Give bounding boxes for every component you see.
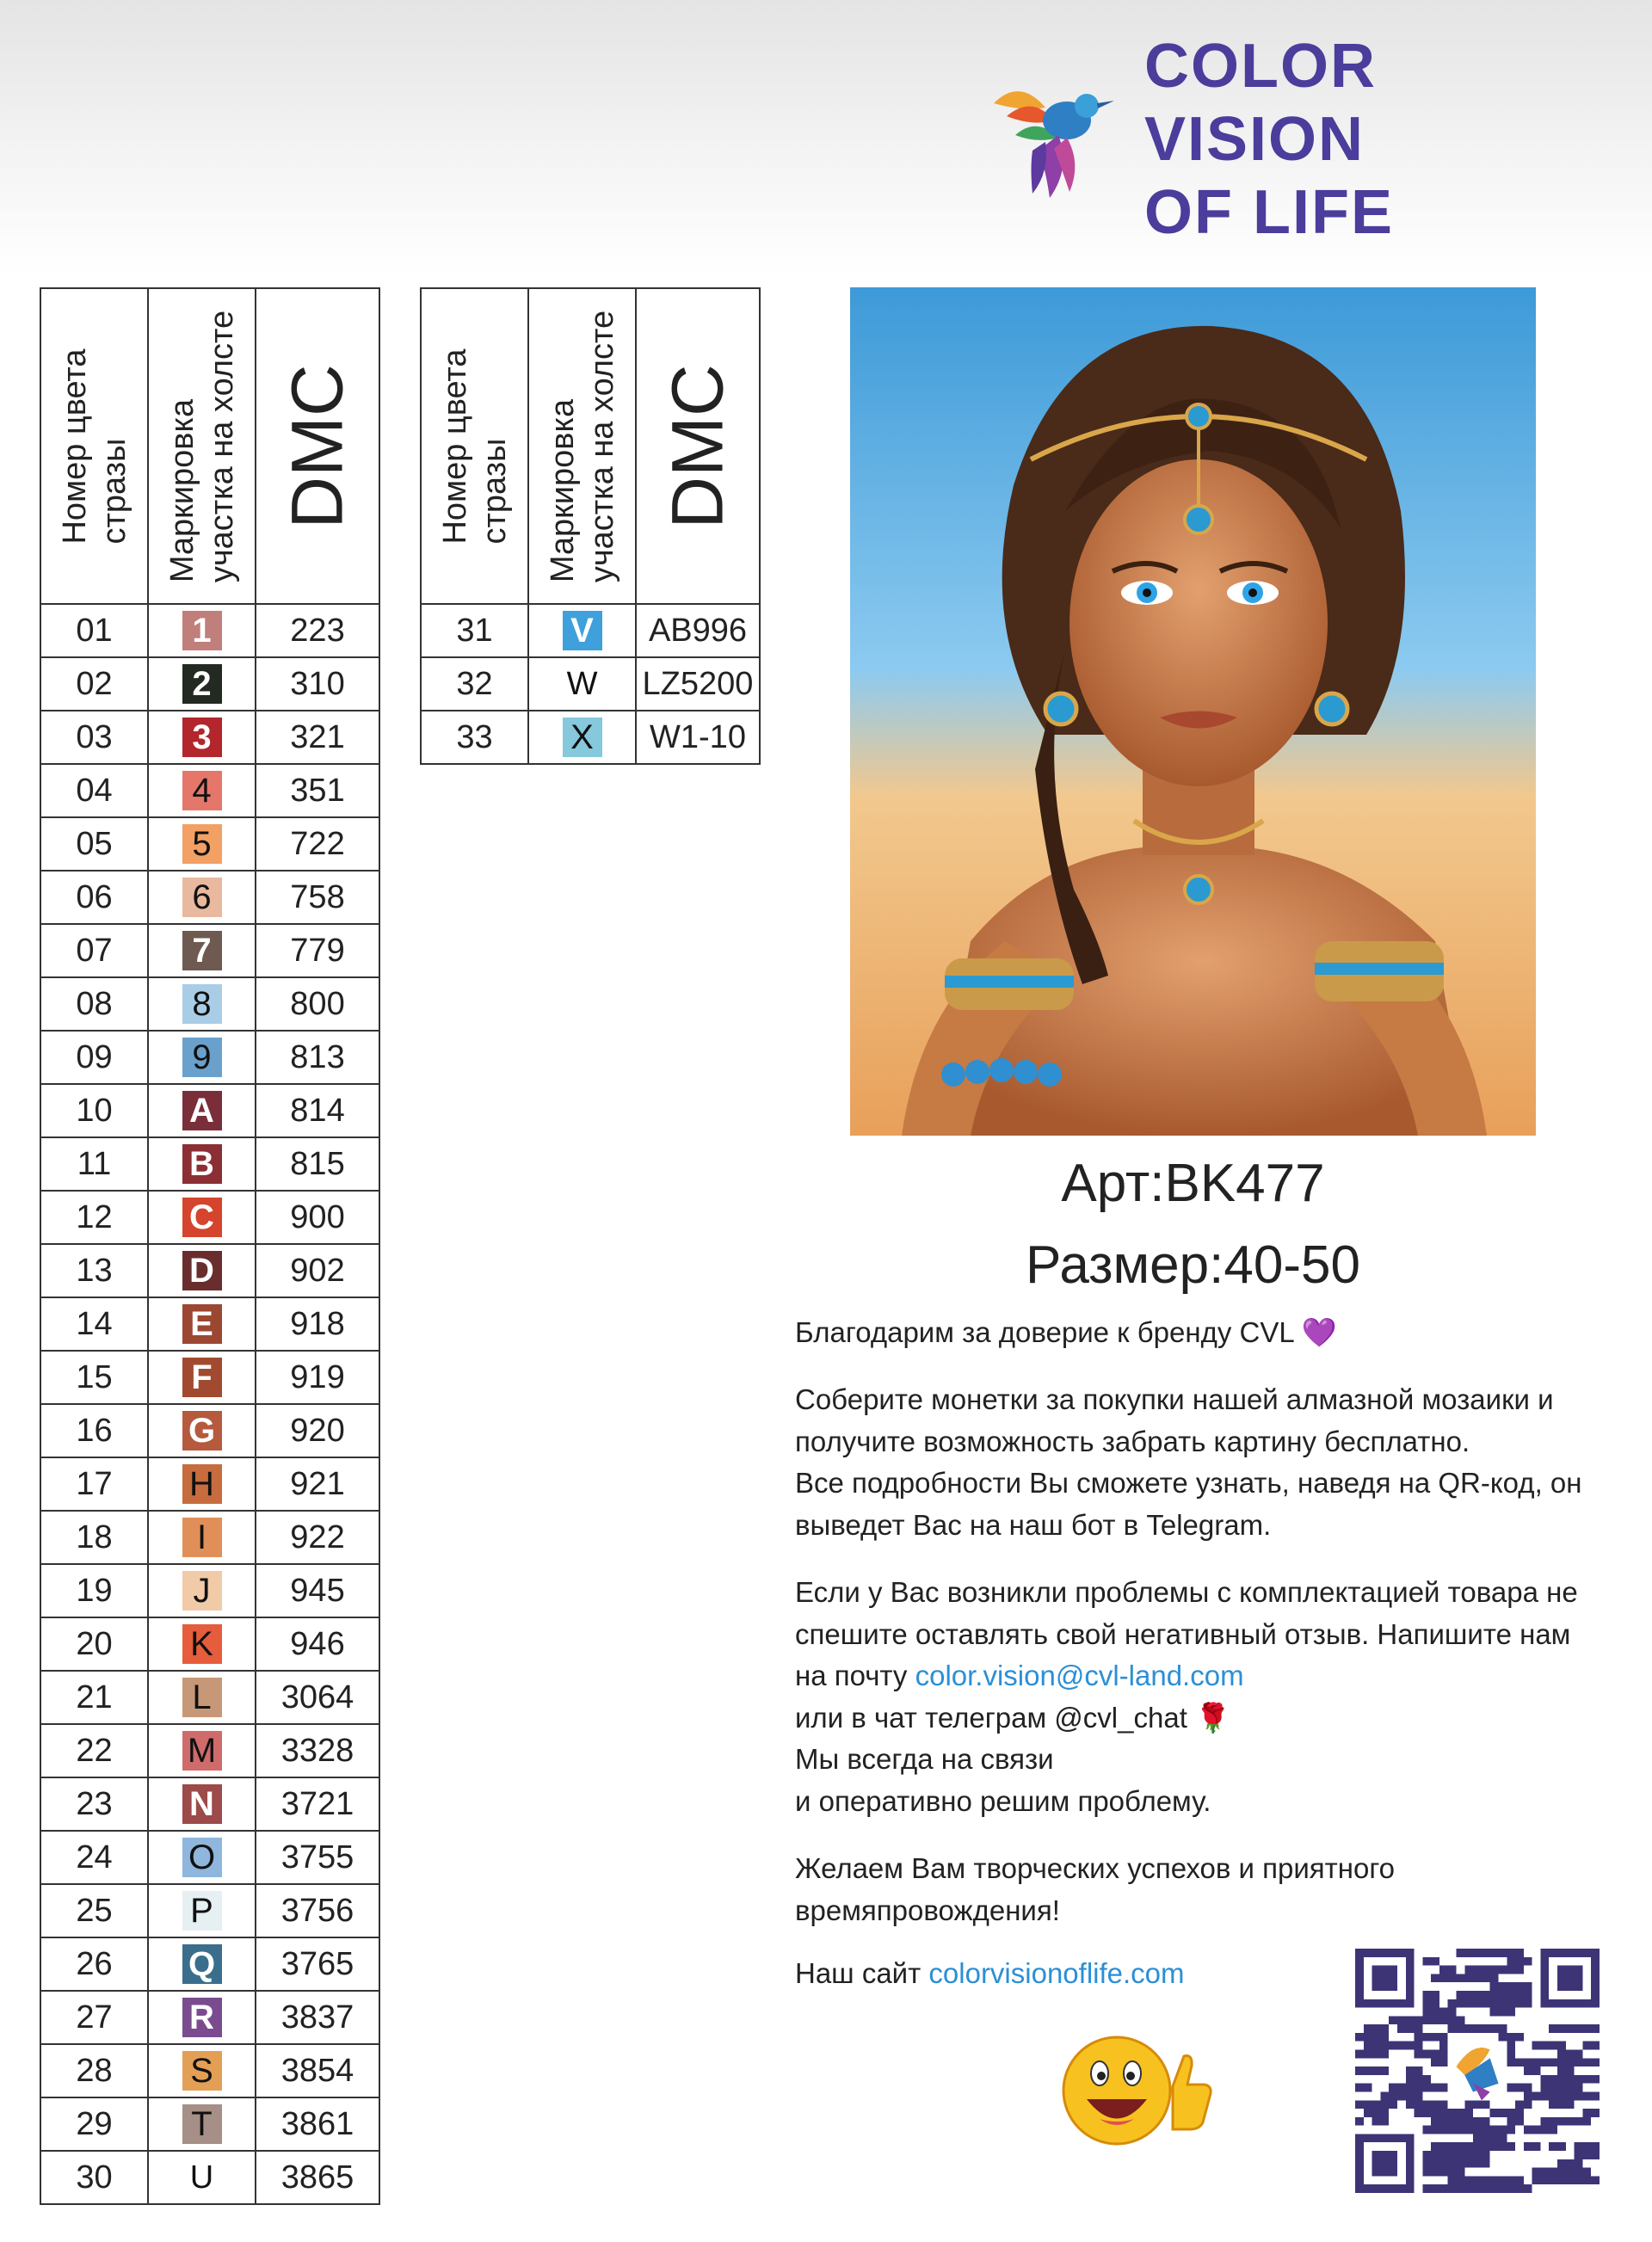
color-number-cell: 06 xyxy=(40,871,148,924)
marking-swatch: T xyxy=(182,2104,222,2144)
marking-swatch: 4 xyxy=(182,771,222,810)
marking-swatch: B xyxy=(182,1144,222,1184)
marking-swatch: D xyxy=(182,1251,222,1290)
dmc-code-cell: 919 xyxy=(256,1351,379,1404)
marking-cell xyxy=(148,1031,256,1084)
legend-row xyxy=(40,1084,379,1137)
marking-cell xyxy=(148,711,256,764)
color-number-cell: 33 xyxy=(421,711,528,764)
marking-swatch: G xyxy=(182,1411,222,1451)
marking-swatch: O xyxy=(182,1838,222,1877)
marking-swatch: 9 xyxy=(182,1038,222,1077)
color-number-cell: 24 xyxy=(40,1831,148,1884)
marking-cell xyxy=(148,1724,256,1777)
marking-cell xyxy=(528,711,636,764)
color-number-cell: 31 xyxy=(421,604,528,657)
color-number-cell: 14 xyxy=(40,1297,148,1351)
support-line-2: спешите оставлять свой негативный отзыв. Напишите нам xyxy=(795,1617,1571,1650)
header-marking-line2: участка на холсте xyxy=(583,310,620,582)
color-number-cell: 01 xyxy=(40,604,148,657)
marking-cell xyxy=(148,1564,256,1617)
marking-cell xyxy=(148,924,256,977)
color-number-cell: 22 xyxy=(40,1724,148,1777)
marking-swatch: M xyxy=(182,1731,222,1771)
header-color-number-line1: Номер цвета xyxy=(56,348,93,545)
header-color-number xyxy=(40,288,148,604)
legend-row xyxy=(421,657,760,711)
email-link[interactable]: color.vision@cvl-land.com xyxy=(915,1660,1244,1691)
legend-row xyxy=(40,1351,379,1404)
dmc-code-cell: AB996 xyxy=(636,604,760,657)
color-number-cell: 32 xyxy=(421,657,528,711)
legend-rows-left xyxy=(40,604,379,2204)
brand-line-2: VISION xyxy=(1144,105,1365,174)
header-dmc-label: DMC xyxy=(656,363,738,529)
dmc-code-cell: 918 xyxy=(256,1297,379,1351)
marking-cell xyxy=(148,871,256,924)
legend-row xyxy=(40,1991,379,2044)
legend-row xyxy=(40,977,379,1031)
header-color-number-line2: стразы xyxy=(96,438,133,545)
marking-swatch: I xyxy=(182,1518,222,1557)
color-number-cell: 30 xyxy=(40,2151,148,2204)
legend-row xyxy=(40,924,379,977)
coins-paragraph xyxy=(795,1379,1621,1546)
legend-row xyxy=(40,764,379,817)
marking-cell xyxy=(148,604,256,657)
marking-swatch: H xyxy=(182,1464,222,1504)
dmc-code-cell: 321 xyxy=(256,711,379,764)
color-number-cell: 04 xyxy=(40,764,148,817)
marking-swatch: K xyxy=(182,1624,222,1664)
legend-row xyxy=(40,2097,379,2151)
legend-row xyxy=(40,2044,379,2097)
dmc-code-cell: 3837 xyxy=(256,1991,379,2044)
marking-swatch: 6 xyxy=(182,878,222,917)
marking-swatch: U xyxy=(189,2159,214,2196)
marking-cell xyxy=(148,1457,256,1511)
dmc-code-cell: 3861 xyxy=(256,2097,379,2151)
marking-swatch: P xyxy=(182,1891,222,1931)
dmc-code-cell: 800 xyxy=(256,977,379,1031)
coins-line-2: получите возможность забрать картину бесплатно. xyxy=(795,1425,1470,1457)
coins-line-4: выведет Вас на наш бот в Telegram. xyxy=(795,1508,1272,1541)
dmc-code-cell: 813 xyxy=(256,1031,379,1084)
color-number-cell: 21 xyxy=(40,1671,148,1724)
legend-row xyxy=(40,1777,379,1831)
header-marking xyxy=(148,288,256,604)
dmc-code-cell: 922 xyxy=(256,1511,379,1564)
marking-cell xyxy=(148,2044,256,2097)
dmc-code-cell: 815 xyxy=(256,1137,379,1191)
color-number-cell: 28 xyxy=(40,2044,148,2097)
marking-swatch: S xyxy=(182,2051,222,2091)
marking-cell xyxy=(528,604,636,657)
marking-cell xyxy=(148,2097,256,2151)
legend-row xyxy=(40,1724,379,1777)
marking-cell xyxy=(148,1831,256,1884)
marking-cell xyxy=(148,1351,256,1404)
dmc-code-cell: 3721 xyxy=(256,1777,379,1831)
dmc-code-cell: 3328 xyxy=(256,1724,379,1777)
dmc-code-cell: W1-10 xyxy=(636,711,760,764)
thanks-text xyxy=(795,1312,1621,1354)
marking-swatch: Q xyxy=(182,1944,222,1984)
header-marking xyxy=(528,288,636,604)
color-number-cell: 12 xyxy=(40,1191,148,1244)
color-number-cell: 20 xyxy=(40,1617,148,1671)
legend-row xyxy=(40,1457,379,1511)
dmc-code-cell: 722 xyxy=(256,817,379,871)
color-number-cell: 19 xyxy=(40,1564,148,1617)
thanks-line: Благодарим за доверие к бренду CVL 💜 xyxy=(795,1316,1337,1348)
marking-cell xyxy=(148,1137,256,1191)
legend-row xyxy=(40,1937,379,1991)
color-number-cell: 15 xyxy=(40,1351,148,1404)
marking-swatch: A xyxy=(182,1091,222,1130)
header-marking-line2: участка на холсте xyxy=(203,310,240,582)
header-color-number xyxy=(421,288,528,604)
email-prefix: на почту xyxy=(795,1660,915,1691)
dmc-code-cell: 3854 xyxy=(256,2044,379,2097)
dmc-code-cell: 900 xyxy=(256,1191,379,1244)
legend-row xyxy=(40,604,379,657)
dmc-code-cell: 3064 xyxy=(256,1671,379,1724)
dmc-code-cell: 945 xyxy=(256,1564,379,1617)
color-number-cell: 11 xyxy=(40,1137,148,1191)
color-number-cell: 13 xyxy=(40,1244,148,1297)
legend-row xyxy=(40,1297,379,1351)
legend-row xyxy=(40,1671,379,1724)
color-number-cell: 25 xyxy=(40,1884,148,1937)
legend-row xyxy=(40,2151,379,2204)
marking-cell xyxy=(148,1937,256,1991)
legend-row xyxy=(421,604,760,657)
marking-cell xyxy=(148,1191,256,1244)
color-legend-table-right xyxy=(420,287,761,765)
marking-cell xyxy=(148,1404,256,1457)
color-number-cell: 07 xyxy=(40,924,148,977)
color-number-cell: 17 xyxy=(40,1457,148,1511)
marking-cell xyxy=(148,657,256,711)
header-color-number-line1: Номер цвета xyxy=(436,348,473,545)
woman-with-jewelry-photo xyxy=(850,287,1536,1136)
coins-line-3: Все подробности Вы сможете узнать, наведя на QR-код, он xyxy=(795,1467,1582,1499)
color-number-cell: 09 xyxy=(40,1031,148,1084)
marking-cell xyxy=(148,1511,256,1564)
header-dmc xyxy=(636,288,760,604)
legend-rows-right xyxy=(421,604,760,764)
dmc-code-cell: 3755 xyxy=(256,1831,379,1884)
color-number-cell: 16 xyxy=(40,1404,148,1457)
support-line-3 xyxy=(795,1655,1621,1697)
marking-cell xyxy=(148,817,256,871)
color-number-cell: 23 xyxy=(40,1777,148,1831)
marking-swatch: R xyxy=(182,1998,222,2037)
dmc-code-cell: 946 xyxy=(256,1617,379,1671)
marking-swatch: L xyxy=(182,1678,222,1717)
header-marking-line1: Маркировка xyxy=(544,398,581,582)
marking-swatch: 5 xyxy=(182,824,222,864)
dmc-code-cell: 223 xyxy=(256,604,379,657)
legend-row xyxy=(40,1244,379,1297)
color-number-cell: 08 xyxy=(40,977,148,1031)
marking-cell xyxy=(148,1617,256,1671)
color-number-cell: 29 xyxy=(40,2097,148,2151)
support-line-4: или в чат телеграм @cvl_chat 🌹 xyxy=(795,1701,1231,1734)
legend-row xyxy=(40,1404,379,1457)
brand-line-1: COLOR xyxy=(1144,32,1377,101)
legend-row xyxy=(40,1884,379,1937)
legend-row xyxy=(421,711,760,764)
support-paragraph xyxy=(795,1572,1621,1822)
marking-swatch: 2 xyxy=(182,664,222,704)
dmc-code-cell: 779 xyxy=(256,924,379,977)
marking-swatch: N xyxy=(182,1784,222,1824)
color-number-cell: 10 xyxy=(40,1084,148,1137)
marking-swatch: F xyxy=(182,1358,222,1397)
brand-name xyxy=(1144,30,1394,249)
marking-cell xyxy=(148,977,256,1031)
marking-cell xyxy=(148,764,256,817)
canvas-size: Размер:40-50 xyxy=(1026,1235,1360,1295)
header-marking-line1: Маркировка xyxy=(163,398,200,582)
site-link[interactable]: colorvisionoflife.com xyxy=(928,1957,1185,1989)
marking-cell xyxy=(148,1777,256,1831)
legend-row xyxy=(40,711,379,764)
dmc-code-cell: 902 xyxy=(256,1244,379,1297)
marking-cell xyxy=(148,1884,256,1937)
dmc-code-cell: 310 xyxy=(256,657,379,711)
marking-swatch: J xyxy=(182,1571,222,1611)
brand-line-3: OF LIFE xyxy=(1144,178,1394,247)
hummingbird-logo-icon xyxy=(985,56,1114,202)
dmc-code-cell: 351 xyxy=(256,764,379,817)
marking-cell xyxy=(148,1671,256,1724)
color-legend-table-left xyxy=(40,287,380,2205)
legend-row xyxy=(40,1511,379,1564)
dmc-code-cell: LZ5200 xyxy=(636,657,760,711)
marking-cell xyxy=(148,1244,256,1297)
brand-logo xyxy=(985,30,1415,247)
legend-row xyxy=(40,1137,379,1191)
support-line-5: Мы всегда на связи xyxy=(795,1743,1054,1775)
qr-code[interactable] xyxy=(1355,1949,1600,2193)
dmc-code-cell: 758 xyxy=(256,871,379,924)
header-dmc xyxy=(256,288,379,604)
dmc-code-cell: 814 xyxy=(256,1084,379,1137)
marking-cell xyxy=(148,1084,256,1137)
dmc-code-cell: 921 xyxy=(256,1457,379,1511)
legend-row xyxy=(40,1191,379,1244)
color-number-cell: 02 xyxy=(40,657,148,711)
color-number-cell: 18 xyxy=(40,1511,148,1564)
wishes-paragraph xyxy=(795,1848,1621,1931)
article-number: Арт:BK477 xyxy=(1061,1154,1325,1213)
legend-row xyxy=(40,1031,379,1084)
marking-swatch: 7 xyxy=(182,931,222,970)
marking-cell xyxy=(148,1297,256,1351)
marking-swatch: C xyxy=(182,1198,222,1237)
marking-cell xyxy=(148,1991,256,2044)
smiley-thumbs-up-icon xyxy=(1057,2026,1216,2155)
dmc-code-cell: 920 xyxy=(256,1404,379,1457)
marking-swatch: 1 xyxy=(182,611,222,650)
legend-row xyxy=(40,817,379,871)
color-number-cell: 03 xyxy=(40,711,148,764)
wishes-line-1: Желаем Вам творческих успехов и приятного xyxy=(795,1852,1395,1884)
legend-row xyxy=(40,657,379,711)
marking-swatch: 3 xyxy=(182,718,222,757)
header-dmc-label: DMC xyxy=(276,363,358,529)
header-color-number-line2: стразы xyxy=(476,438,513,545)
color-number-cell: 27 xyxy=(40,1991,148,2044)
wishes-line-2: времяпровождения! xyxy=(795,1894,1060,1926)
support-line-6: и оперативно решим проблему. xyxy=(795,1784,1211,1817)
marking-swatch: V xyxy=(563,611,602,650)
dmc-code-cell: 3865 xyxy=(256,2151,379,2204)
legend-row xyxy=(40,1617,379,1671)
marking-cell xyxy=(528,657,636,711)
coins-line-1: Соберите монетки за покупки нашей алмазной мозаики и xyxy=(795,1383,1554,1415)
color-number-cell: 26 xyxy=(40,1937,148,1991)
support-line-1: Если у Вас возникли проблемы с комплектацией товара не xyxy=(795,1576,1578,1608)
legend-row xyxy=(40,1564,379,1617)
legend-row xyxy=(40,1831,379,1884)
marking-swatch: 8 xyxy=(182,984,222,1024)
dmc-code-cell: 3756 xyxy=(256,1884,379,1937)
site-prefix: Наш сайт xyxy=(795,1957,929,1989)
legend-row xyxy=(40,871,379,924)
marking-cell xyxy=(148,2151,256,2204)
marking-swatch: W xyxy=(566,665,598,702)
marking-swatch: X xyxy=(563,718,602,757)
dmc-code-cell: 3765 xyxy=(256,1937,379,1991)
color-number-cell: 05 xyxy=(40,817,148,871)
marking-swatch: E xyxy=(182,1304,222,1344)
